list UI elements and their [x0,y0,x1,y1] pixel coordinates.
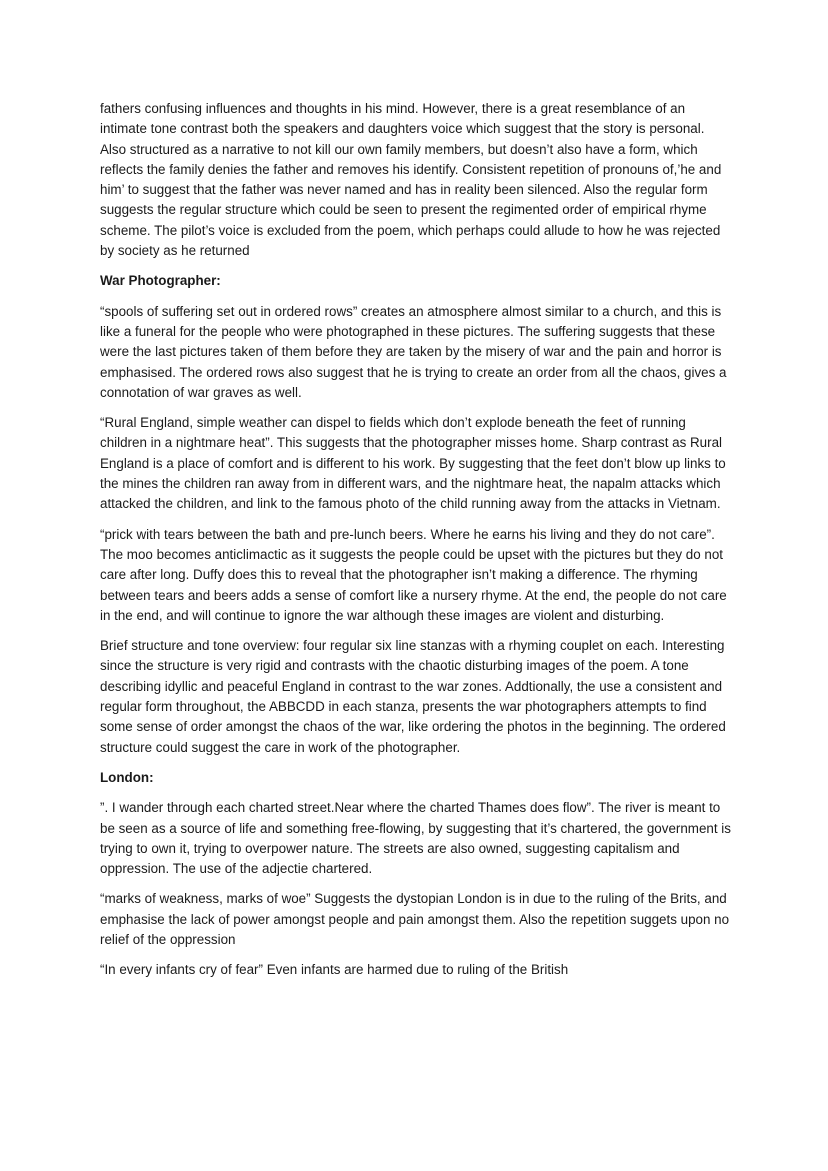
paragraph-prick-with-tears: “prick with tears between the bath and pre-lunch beers. Where he earns his living and they do not care”. The moo becomes anticlimactic as it suggests the people could be upset with the pictures but they do not care after long. Duffy does this to reveal that the photographer isn’t making a difference. The rhyming between tears and beers adds a sense of comfort like a nursery rhyme. At the end, the people do not care in the end, and will continue to ignore the war although these images are violent and disturbing. [100,526,727,623]
paragraph-pilot-analysis: fathers confusing influences and thoughts in his mind. However, there is a great resemblance of an intimate tone contrast both the speakers and daughters voice which suggest that the story is personal. Also structured as a narrative to not kill our own family members, but doesn’t also have a form, which reflects the family denies the father and removes his identify. Consistent repetition of pronouns of,’he and him’ to suggest that the father was never named and has in reality been silenced. Also the regular form suggests the regular structure which could be seen to present the regimented order of empirical rhyme scheme. The pilot’s voice is excluded from the poem, which perhaps could allude to how he was rejected by society as he returned [100,101,722,259]
heading-war-photographer: War Photographer: [100,273,221,289]
paragraph-marks-of-weakness: “marks of weakness, marks of woe” Suggests the dystopian London is in due to the ruling of the Brits, and emphasise the lack of power amongst people and pain amongst them. Also the repetition suggets upon no relief of the oppression [100,891,730,947]
paragraph-spools-of-suffering: “spools of suffering set out in ordered rows” creates an atmosphere almost similar to a church, and this is like a funeral for the people who were photographed in these pictures. The suffering suggests that these were the last pictures taken of them before they are taken by the misery of war and the pain and horror is emphasised. The ordered rows also suggest that he is trying to create an order from all the chaos, gives a connotation of war graves as well. [100,303,727,400]
paragraph-structure-overview: Brief structure and tone overview: four regular six line stanzas with a rhyming couplet on each. Interesting since the structure is very rigid and contrasts with the chaotic disturbing images of the poem. A tone describing idyllic and peaceful England in contrast to the war zones. Addtionally, the use a consistent and regular form throughout, the ABBCDD in each stanza, presents the war photographers attempts to find some sense of order amongst the chaos of the war, like ordering the photos in the beginning. The ordered structure could suggest the care in work of the photographer. [100,638,726,755]
paragraph-rural-england: “Rural England, simple weather can dispel to fields which don’t explode beneath the feet of running children in a nightmare heat”. This suggests that the photographer misses home. Sharp contrast as Rural England is a place of comfort and is different to his work. By suggesting that the feet don’t blow up links to the mines the children ran away from in different wars, and the nightmare heat, the napalm attacks which attacked the children, and link to the famous photo of the child running away from the attacks in Vietnam. [100,415,726,512]
paragraph-charted-street: ”. I wander through each charted street.Near where the charted Thames does flow”. The river is meant to be seen as a source of life and something free-flowing, by suggesting that it’s chartered, the government is trying to own it, trying to overpower nature. The streets are also owned, suggesting capitalism and oppression. The use of the adjectie chartered. [100,800,731,877]
paragraph-infants-cry: “In every infants cry of fear” Even infants are harmed due to ruling of the British [100,962,569,978]
document-body [100,99,732,991]
heading-london: London: [100,769,154,785]
